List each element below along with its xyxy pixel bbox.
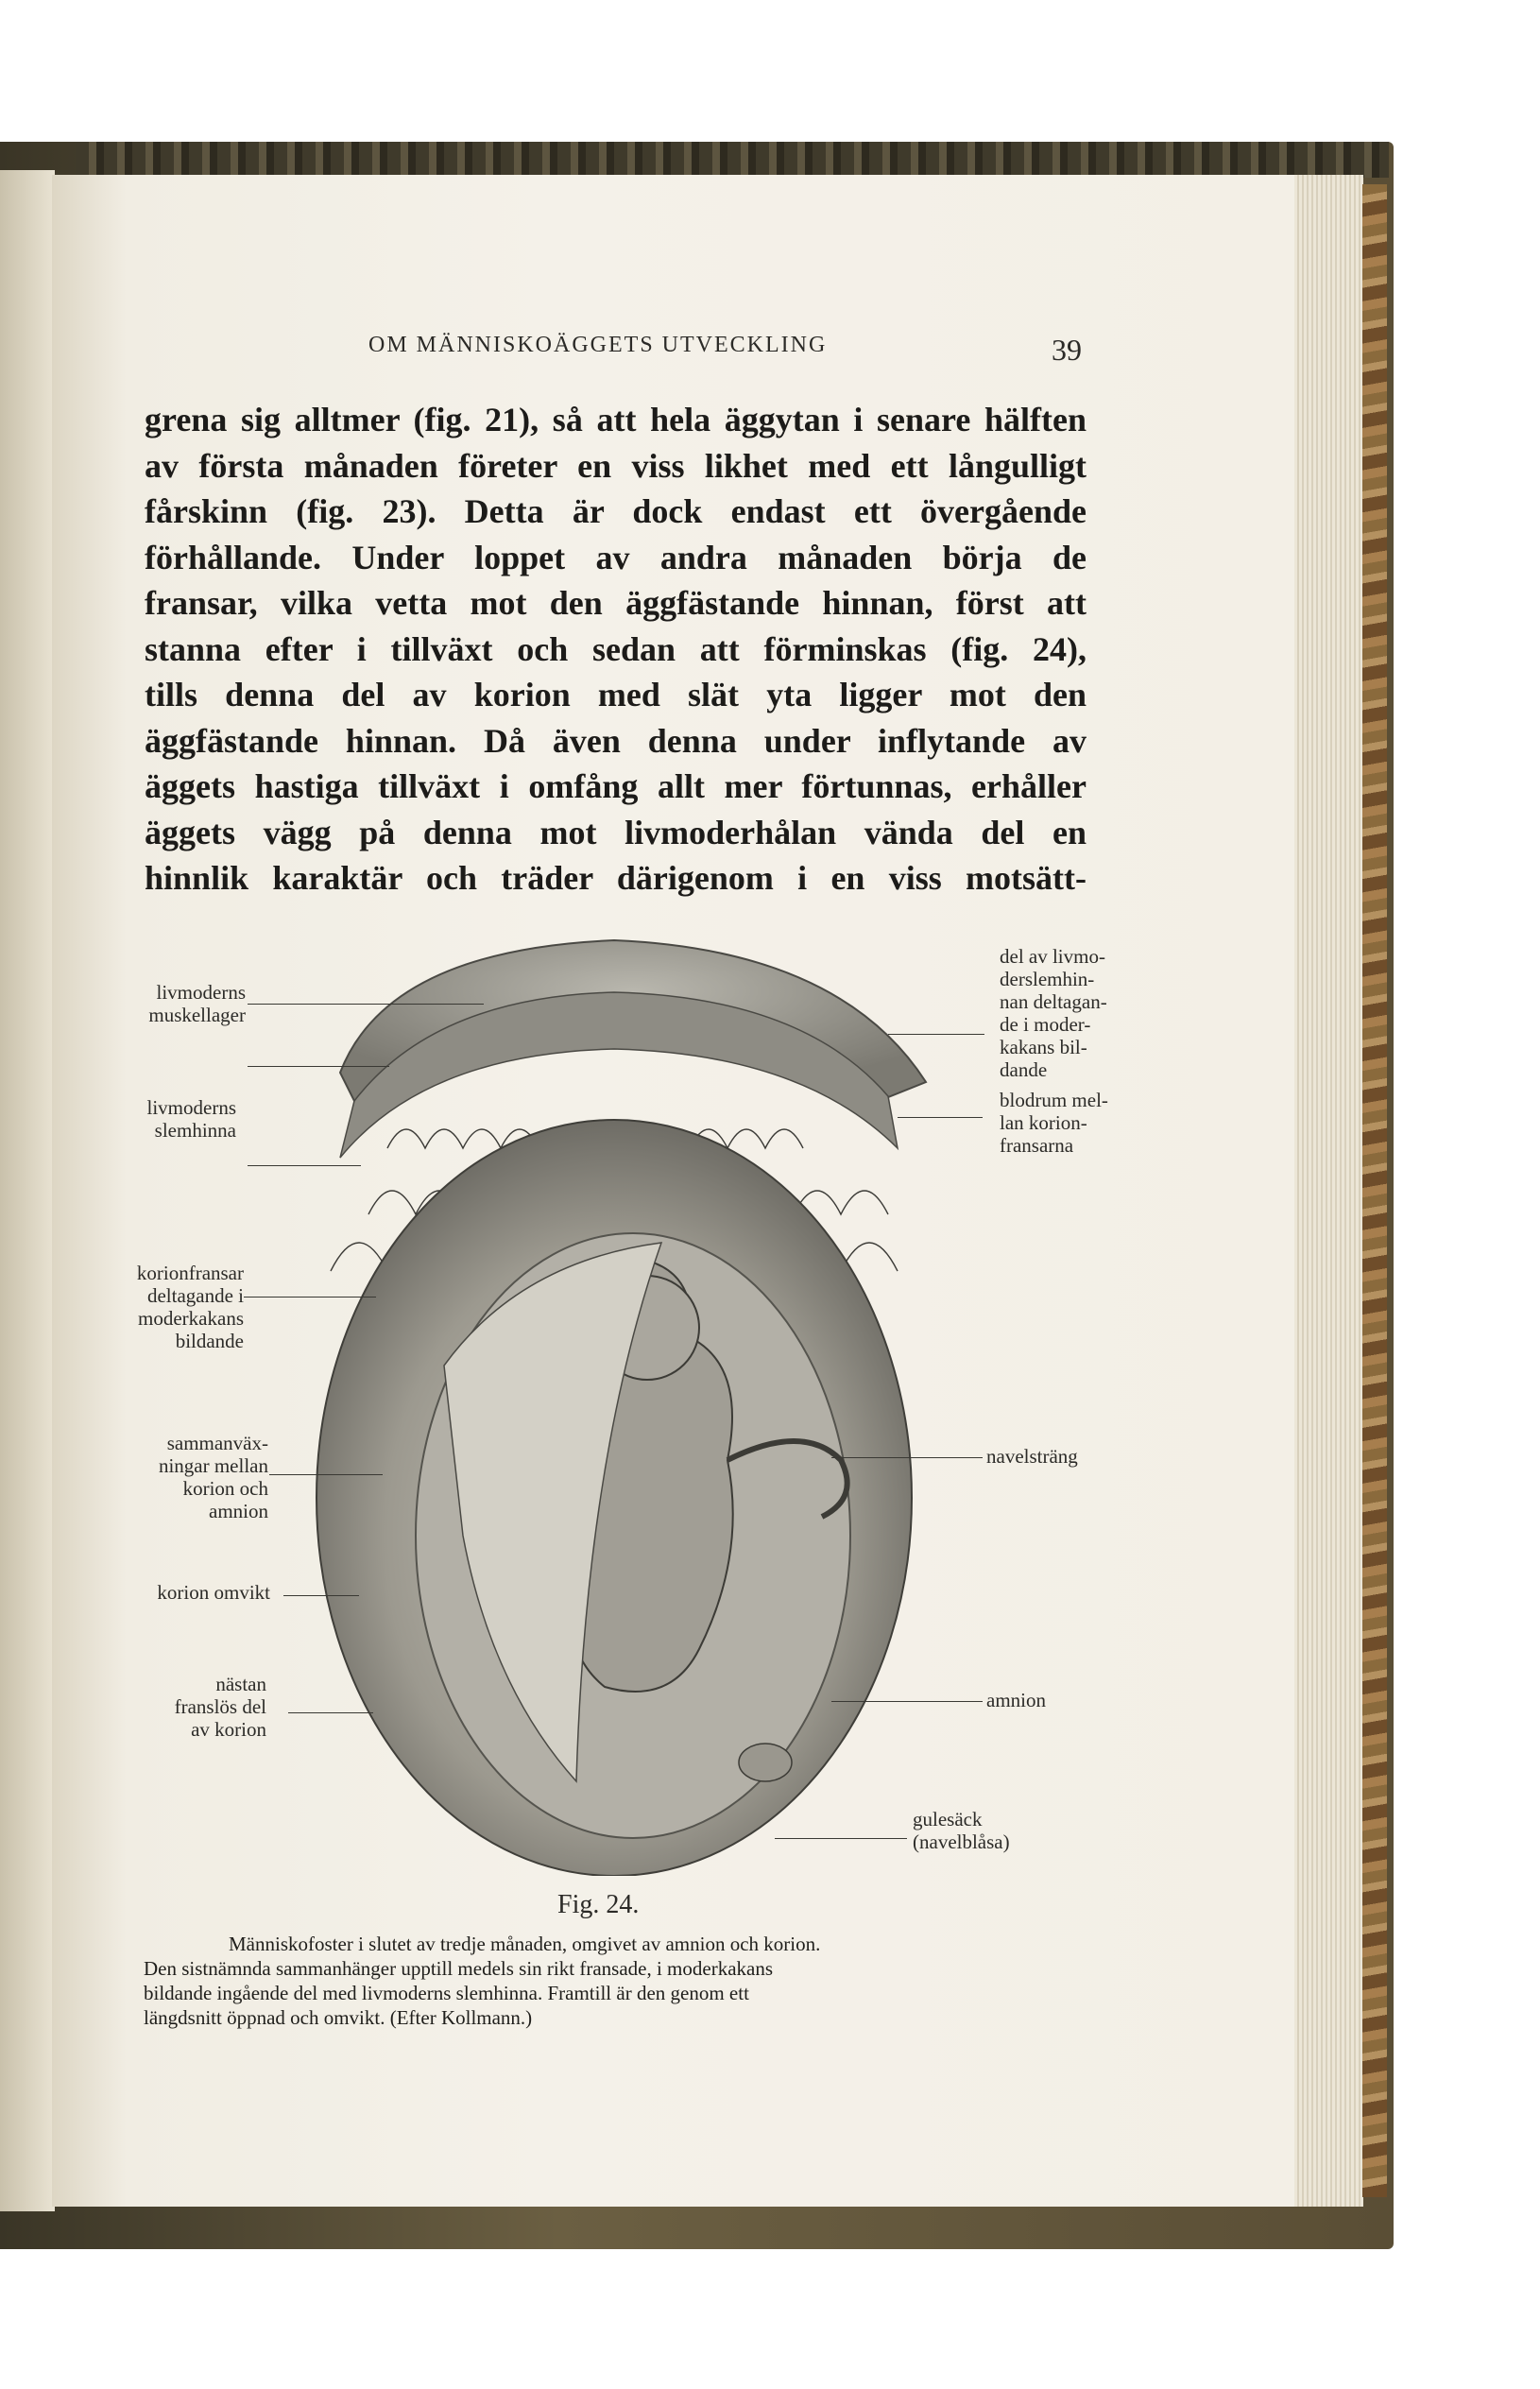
leader-line [831,1701,983,1702]
figure-number: Fig. 24. [557,1890,640,1919]
body-line: fransar, vilka vetta mot den äggfästande hinnan, först att [145,584,1087,622]
leader-line [248,1066,389,1067]
body-line: grena sig alltmer (fig. 21), så att hela äggytan i senare hälften [145,401,1087,438]
leader-line [283,1595,359,1596]
leader-line [244,1297,376,1298]
body-line: av första månaden företer en viss likhet med ett långulligt [145,446,1087,485]
label-livmoderns-slemhinna: livmoderns slemhinna [146,1096,236,1142]
leader-line [248,1004,484,1005]
book-spine-top [76,142,1389,178]
leader-line [269,1474,383,1475]
label-korionfransar: korionfransar deltagande i moderkakans bildande [136,1262,244,1352]
body-line: stanna efter i tillväxt och sedan att förminskas (fig. 24), [145,629,1087,668]
caption-line: längdsnitt öppnad och omvikt. (Efter Kollmann.) [144,2006,533,2029]
body-line: äggets vägg på denna mot livmoderhålan vända del en [145,813,1087,851]
leader-line [898,1117,983,1118]
page-stack-edge [1290,175,1363,2207]
leader-line [248,1165,361,1166]
body-line: tills denna del av korion med slät yta ligger mot den [145,676,1087,713]
caption-line: Den sistnämnda sammanhänger upptill medels sin rikt fransade, i moderkakans [144,1957,774,1980]
label-nastan-franslos: nästan franslös del av korion [174,1673,266,1741]
label-navelstrang: navelsträng [986,1445,1078,1468]
label-korion-omvikt: korion omvikt [157,1581,270,1604]
caption-line: Människofoster i slutet av tredje månaden, omgivet av amnion och korion. [229,1933,821,1955]
label-sammanvaxningar: sammanväx- ningar mellan korion och amnion [158,1432,268,1522]
caption-line: bildande ingående del med livmoderns slemhinna. Framtill är den genom ett [144,1982,749,2004]
label-gulesack: gulesäck (navelblåsa) [913,1808,1010,1853]
figure-caption [144,1932,1084,2030]
marbled-edge [1362,184,1387,2197]
label-amnion: amnion [986,1689,1046,1711]
body-line: fårskinn (fig. 23). Detta är dock endast ett övergående [145,492,1087,530]
page-number: 39 [1052,333,1082,367]
label-livmoderns-muskellager: livmoderns muskellager [148,981,246,1026]
body-line: hinnlik karaktär och träder därigenom i en viss motsätt- [145,859,1087,897]
running-head: OM MÄNNISKOÄGGETS UTVECKLING [368,333,828,357]
leader-line [831,1457,983,1458]
label-del-av-livmoderslemhinnan: del av livmo- derslemhin- nan deltagan- de i moder- kakans bil- dande [1000,945,1107,1081]
body-line: äggfästande hinnan. Då även denna under inflytande av [145,721,1087,760]
body-line: förhållande. Under loppet av andra månaden börja de [145,538,1087,576]
leader-line [775,1838,907,1839]
body-line: äggets hastiga tillväxt i omfång allt mer förtunnas, erhåller [145,767,1087,805]
leader-line [888,1034,984,1035]
body-text [145,397,1087,902]
fetus-illustration [274,931,954,1876]
leader-line [288,1712,373,1713]
label-blodrum: blodrum mel- lan korion- fransarna [1000,1089,1108,1157]
left-page-edge [0,170,55,2211]
